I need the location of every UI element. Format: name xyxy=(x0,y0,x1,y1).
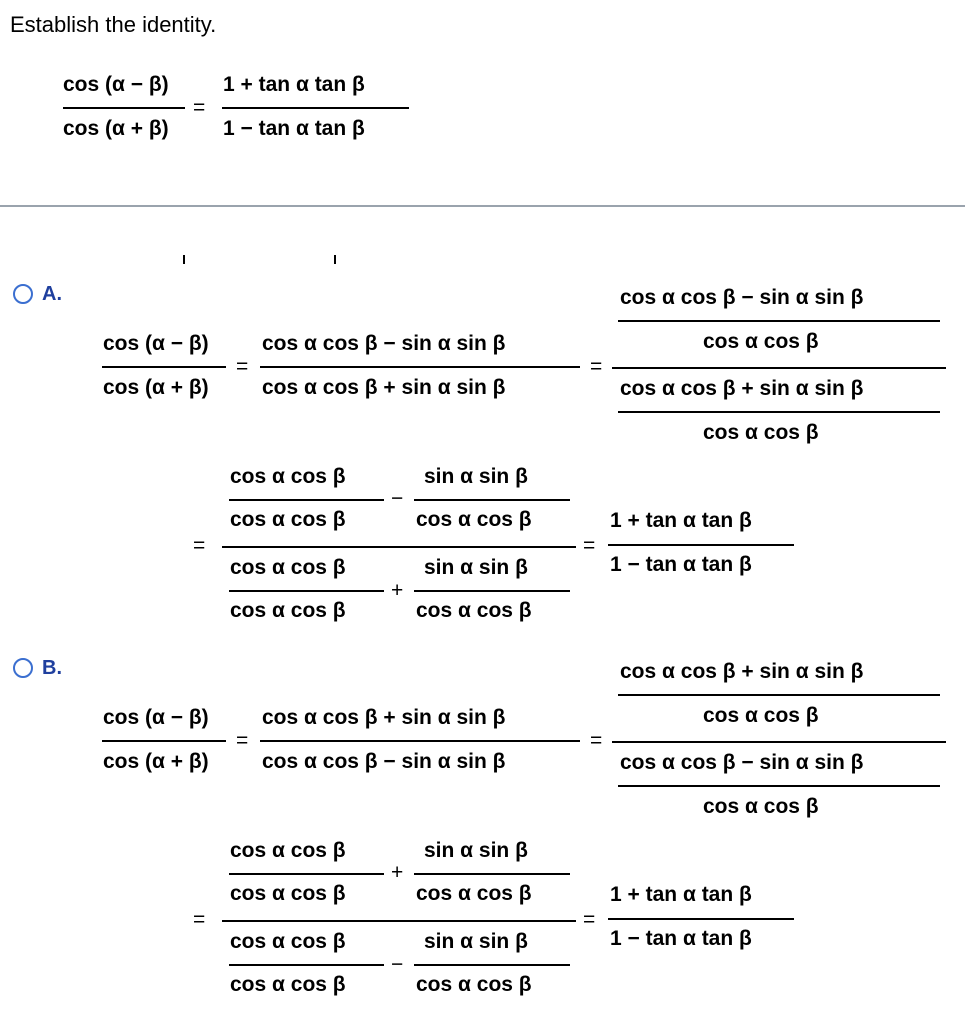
fraction-bar xyxy=(414,499,570,501)
option-b-frac1-numerator: cos (α − β) xyxy=(103,706,209,729)
option-a-bot-right-num: sin α sin β xyxy=(424,556,528,579)
fraction-bar xyxy=(608,918,794,920)
option-b-bot-left-num: cos α cos β xyxy=(230,930,346,953)
equals-sign: = xyxy=(193,908,206,931)
option-b-bot-left-den: cos α cos β xyxy=(230,973,346,996)
option-b-big-numerator-denominator: cos α cos β xyxy=(703,704,819,727)
option-a-bot-left-den: cos α cos β xyxy=(230,599,346,622)
option-b-frac2-numerator: cos α cos β + sin α sin β xyxy=(262,706,506,729)
equals-sign: = xyxy=(590,729,603,752)
option-a-radio[interactable] xyxy=(13,284,33,304)
main-fraction-bar xyxy=(612,367,946,369)
option-a-big-numerator: cos α cos β − sin α sin β xyxy=(620,286,864,309)
identity-right-denominator: 1 − tan α tan β xyxy=(223,117,365,140)
option-a-top-left-num: cos α cos β xyxy=(230,465,346,488)
option-a-big-numerator-denominator: cos α cos β xyxy=(703,330,819,353)
plus-sign: + xyxy=(391,579,404,602)
option-a-frac2-numerator: cos α cos β − sin α sin β xyxy=(262,332,506,355)
fraction-bar xyxy=(618,785,940,787)
option-a-big-denominator-denominator: cos α cos β xyxy=(703,421,819,444)
equals-sign: = xyxy=(236,355,249,378)
render-artifact xyxy=(183,255,185,264)
fraction-bar xyxy=(229,964,384,966)
fraction-bar xyxy=(608,544,794,546)
identity-right-numerator: 1 + tan α tan β xyxy=(223,73,365,96)
fraction-bar xyxy=(414,964,570,966)
option-a-top-right-num: sin α sin β xyxy=(424,465,528,488)
fraction-bar xyxy=(618,411,940,413)
option-a-result-num: 1 + tan α tan β xyxy=(610,509,752,532)
option-b-result-num: 1 + tan α tan β xyxy=(610,883,752,906)
option-b-top-right-num: sin α sin β xyxy=(424,839,528,862)
option-a-result-den: 1 − tan α tan β xyxy=(610,553,752,576)
option-b-frac1-denominator: cos (α + β) xyxy=(103,750,209,773)
identity-left-numerator: cos (α − β) xyxy=(63,73,169,96)
fraction-bar xyxy=(229,590,384,592)
fraction-bar xyxy=(260,366,580,368)
equals-sign: = xyxy=(590,355,603,378)
fraction-bar xyxy=(414,873,570,875)
option-a-frac1-denominator: cos (α + β) xyxy=(103,376,209,399)
option-b-top-left-den: cos α cos β xyxy=(230,882,346,905)
fraction-bar xyxy=(260,740,580,742)
minus-sign: − xyxy=(391,953,404,976)
option-b-top-left-num: cos α cos β xyxy=(230,839,346,862)
fraction-bar xyxy=(229,873,384,875)
option-a-big-denominator: cos α cos β + sin α sin β xyxy=(620,377,864,400)
fraction-bar xyxy=(414,590,570,592)
option-b-big-denominator: cos α cos β − sin α sin β xyxy=(620,751,864,774)
option-b-big-denominator-denominator: cos α cos β xyxy=(703,795,819,818)
fraction-bar xyxy=(618,320,940,322)
option-a-bot-right-den: cos α cos β xyxy=(416,599,532,622)
option-b-bot-right-den: cos α cos β xyxy=(416,973,532,996)
minus-sign: − xyxy=(391,487,404,510)
identity-right-fraction-bar xyxy=(222,107,409,109)
equals-sign: = xyxy=(193,534,206,557)
fraction-bar xyxy=(229,499,384,501)
option-b-label[interactable]: B. xyxy=(42,657,62,679)
fraction-bar xyxy=(102,366,226,368)
plus-sign: + xyxy=(391,861,404,884)
identity-equals-sign: = xyxy=(193,96,206,119)
option-a-frac2-denominator: cos α cos β + sin α sin β xyxy=(262,376,506,399)
option-b-result-den: 1 − tan α tan β xyxy=(610,927,752,950)
option-b-bot-right-num: sin α sin β xyxy=(424,930,528,953)
equals-sign: = xyxy=(236,729,249,752)
option-b-big-numerator: cos α cos β + sin α sin β xyxy=(620,660,864,683)
option-a-frac1-numerator: cos (α − β) xyxy=(103,332,209,355)
option-a-top-right-den: cos α cos β xyxy=(416,508,532,531)
identity-left-denominator: cos (α + β) xyxy=(63,117,169,140)
option-b-frac2-denominator: cos α cos β − sin α sin β xyxy=(262,750,506,773)
main-fraction-bar xyxy=(222,546,576,548)
option-a-label[interactable]: A. xyxy=(42,283,62,305)
option-b-top-right-den: cos α cos β xyxy=(416,882,532,905)
section-divider xyxy=(0,205,965,207)
option-b-radio[interactable] xyxy=(13,658,33,678)
equals-sign: = xyxy=(583,908,596,931)
main-fraction-bar xyxy=(222,920,576,922)
identity-left-fraction-bar xyxy=(63,107,185,109)
option-a-bot-left-num: cos α cos β xyxy=(230,556,346,579)
main-fraction-bar xyxy=(612,741,946,743)
fraction-bar xyxy=(618,694,940,696)
equals-sign: = xyxy=(583,534,596,557)
fraction-bar xyxy=(102,740,226,742)
prompt-text: Establish the identity. xyxy=(10,12,217,37)
render-artifact xyxy=(334,255,336,264)
option-a-top-left-den: cos α cos β xyxy=(230,508,346,531)
